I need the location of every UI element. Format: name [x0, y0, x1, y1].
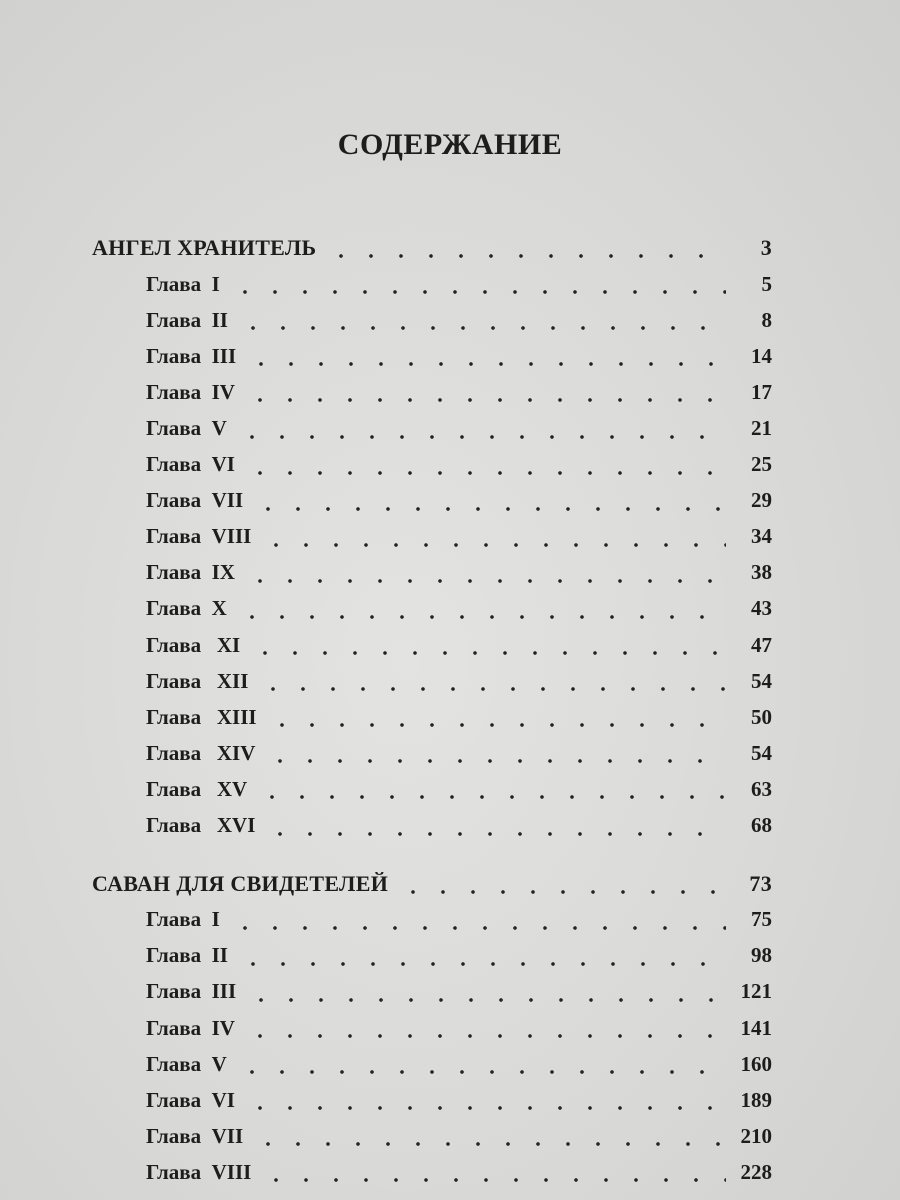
toc-chapter-entry-page-number: 98 — [751, 943, 772, 968]
dot-leader — [250, 651, 726, 655]
toc-chapter-entry-page-number: 63 — [751, 776, 772, 801]
toc-chapter-entry-label: Глава III — [146, 343, 237, 368]
dot-leader — [398, 890, 726, 894]
dot-leader — [253, 1142, 726, 1146]
toc-chapter-entry-page-number: 34 — [751, 524, 772, 549]
dot-leader — [245, 471, 726, 475]
toc-chapter-entry — [92, 974, 772, 1010]
dot-leader — [253, 507, 726, 511]
dot-leader — [258, 687, 726, 691]
toc-chapter-entry — [92, 808, 772, 844]
toc-chapter-entry-page-number: 29 — [751, 488, 772, 513]
toc-chapter-entry-label: Глава VII — [146, 488, 244, 513]
toc-chapter-entry — [92, 374, 772, 410]
dot-leader — [245, 579, 726, 583]
toc-chapter-entry — [92, 771, 772, 807]
toc-chapter-entry — [92, 302, 772, 338]
toc-part-entry-label: АНГЕЛ ХРАНИТЕЛЬ — [92, 235, 317, 261]
toc-chapter-entry-page-number: 54 — [751, 668, 772, 693]
toc-chapter-entry-label: Глава IV — [146, 379, 235, 404]
toc-chapter-entry-label: Глава I — [146, 907, 220, 932]
dot-leader — [230, 290, 726, 294]
toc-chapter-entry-page-number: 5 — [761, 271, 772, 296]
toc-chapter-entry-page-number: 189 — [740, 1087, 772, 1112]
dot-leader — [238, 962, 726, 966]
dot-leader — [238, 326, 726, 330]
toc-chapter-entry — [92, 938, 772, 974]
toc-chapter-entry-label: Глава II — [146, 943, 228, 968]
toc-chapter-entry-label: Глава XVI — [146, 813, 256, 838]
toc-chapter-entry-page-number: 121 — [740, 979, 772, 1004]
toc-chapter-entry-label: Глава IV — [146, 1015, 235, 1040]
toc-chapter-entry-page-number: 50 — [751, 704, 772, 729]
dot-leader — [267, 723, 726, 727]
toc-chapter-entry-label: Глава V — [146, 1051, 227, 1076]
toc-chapter-entry-page-number: 160 — [740, 1051, 772, 1076]
toc-part-entry-page-number: 3 — [760, 235, 772, 261]
toc-chapter-entry — [92, 1082, 772, 1118]
toc-chapter-entry-label: Глава XIII — [146, 704, 257, 729]
toc-chapter-entry — [92, 1010, 772, 1046]
toc-chapter-entry — [92, 483, 772, 519]
toc-chapter-entry-label: Глава VI — [146, 1087, 235, 1112]
dot-leader — [326, 254, 726, 258]
toc-chapter-entry-page-number: 17 — [751, 379, 772, 404]
toc-chapter-entry-page-number: 43 — [751, 596, 772, 621]
toc-chapter-entry-label: Глава XIV — [146, 740, 256, 765]
page-title: СОДЕРЖАНИЕ — [337, 128, 563, 161]
dot-leader — [265, 759, 726, 763]
dot-leader — [265, 832, 726, 836]
table-of-contents — [92, 230, 772, 1190]
toc-chapter-entry-page-number: 210 — [740, 1123, 772, 1148]
toc-chapter-entry-label: Глава III — [146, 979, 237, 1004]
toc-part-entry-page-number: 73 — [749, 870, 772, 896]
toc-chapter-entry-page-number: 8 — [761, 307, 772, 332]
toc-chapter-entry-page-number: 25 — [751, 452, 772, 477]
toc-part-entry — [92, 866, 772, 902]
toc-chapter-entry-label: Глава II — [146, 307, 228, 332]
toc-chapter-entry — [92, 591, 772, 627]
toc-chapter-entry-page-number: 14 — [751, 343, 772, 368]
toc-chapter-entry — [92, 447, 772, 483]
dot-leader — [246, 362, 726, 366]
toc-chapter-entry-label: Глава VI — [146, 452, 235, 477]
toc-chapter-entry-label: Глава V — [146, 416, 227, 441]
toc-chapter-entry — [92, 902, 772, 938]
toc-chapter-entry-label: Глава IX — [146, 560, 235, 585]
toc-chapter-entry-page-number: 68 — [751, 813, 772, 838]
dot-leader — [245, 398, 726, 402]
toc-chapter-entry — [92, 266, 772, 302]
toc-chapter-entry-page-number: 47 — [751, 632, 772, 657]
toc-part-entry — [92, 230, 772, 266]
toc-chapter-entry — [92, 663, 772, 699]
toc-chapter-entry — [92, 338, 772, 374]
dot-leader — [261, 543, 726, 547]
toc-chapter-entry — [92, 555, 772, 591]
toc-chapter-entry-label: Глава VII — [146, 1123, 244, 1148]
section-gap — [92, 844, 772, 866]
dot-leader — [261, 1178, 726, 1182]
toc-chapter-entry-label: Глава XV — [146, 776, 248, 801]
toc-chapter-entry-page-number: 228 — [740, 1159, 772, 1184]
toc-chapter-entry-label: Глава XI — [146, 632, 241, 657]
dot-leader — [245, 1034, 726, 1038]
toc-chapter-entry — [92, 699, 772, 735]
dot-leader — [245, 1106, 726, 1110]
toc-chapter-entry — [92, 410, 772, 446]
toc-chapter-entry — [92, 1154, 772, 1190]
toc-chapter-entry-page-number: 21 — [751, 416, 772, 441]
dot-leader — [230, 926, 726, 930]
toc-chapter-entry — [92, 627, 772, 663]
toc-part-entry-label: САВАН ДЛЯ СВИДЕТЕЛЕЙ — [92, 870, 389, 896]
toc-chapter-entry-label: Глава XII — [146, 668, 249, 693]
dot-leader — [246, 998, 726, 1002]
toc-chapter-entry — [92, 735, 772, 771]
toc-chapter-entry — [92, 1046, 772, 1082]
toc-chapter-entry-page-number: 141 — [740, 1015, 772, 1040]
toc-chapter-entry-page-number: 54 — [751, 740, 772, 765]
dot-leader — [257, 795, 726, 799]
toc-chapter-entry-page-number: 75 — [751, 907, 772, 932]
toc-chapter-entry-page-number: 38 — [751, 560, 772, 585]
dot-leader — [237, 615, 726, 619]
toc-chapter-entry-label: Глава VIII — [146, 524, 252, 549]
toc-chapter-entry-label: Глава VIII — [146, 1159, 252, 1184]
toc-chapter-entry — [92, 1118, 772, 1154]
toc-chapter-entry-label: Глава I — [146, 271, 220, 296]
toc-chapter-entry-label: Глава X — [146, 596, 227, 621]
dot-leader — [237, 1070, 726, 1074]
toc-chapter-entry — [92, 519, 772, 555]
dot-leader — [237, 435, 726, 439]
